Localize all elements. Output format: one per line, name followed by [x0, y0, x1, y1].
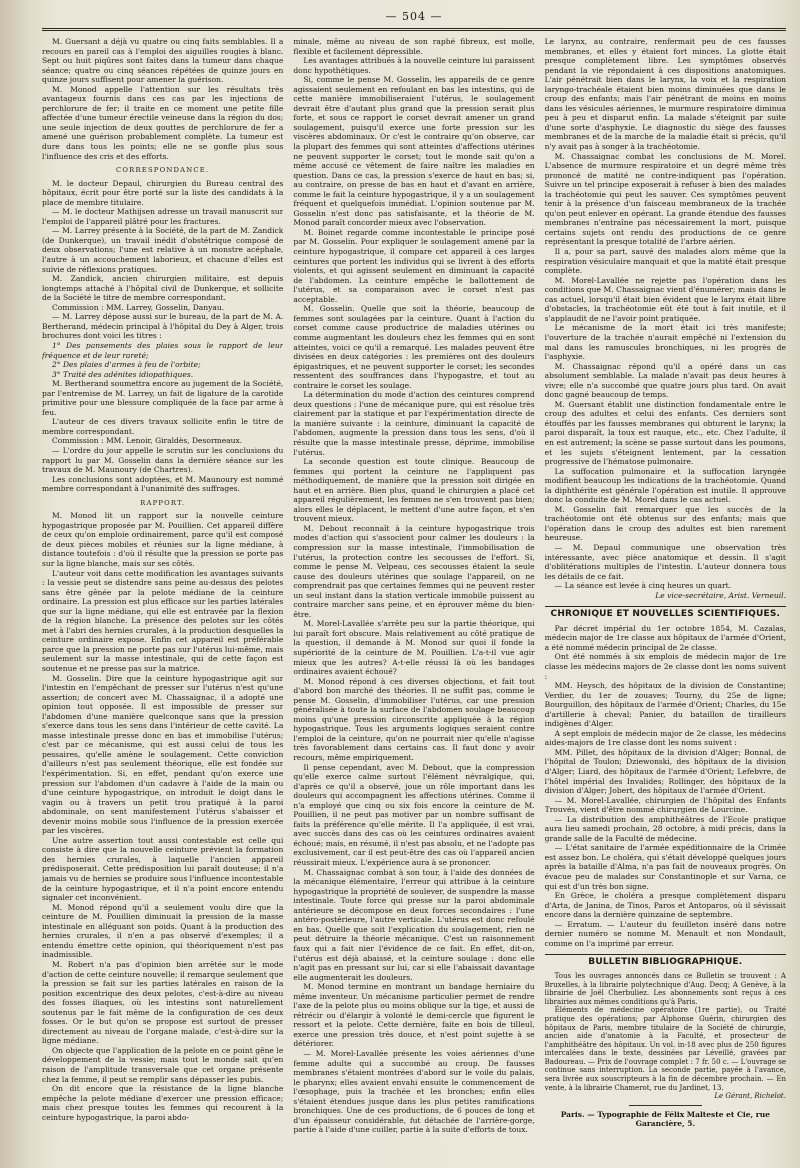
paragraph: — L'ordre du jour appelle le scrutin sur les conclusions du rapport lu par M. Gosselin dans la dernière séance sur les travaux de M. Maunoury (de Chartres). — [42, 445, 284, 475]
paragraph: M. Guersant établit une distinction fondamentale entre le croup des adultes et celui des enfants. Ces derniers sont étouffés par les fausses membranes qui obturent le larynx; la paroi disparaît, la toux est rauque, etc., etc. Chez l'adulte, il en est autrement; la scène se passe surtout dans les poumons, et les sujets s'éteignent lentement, par la cessation progressive de l'hématose pulmonaire. — [544, 399, 786, 467]
paragraph: On dit encore que la résistance de la ligne blanche empêche la pelote médiane d'exercer une pression efficace; mais chez presque toutes les femmes qui recourent à la ceinture hypogastrique, la paroi abdo- — [42, 1084, 284, 1122]
paragraph: M. Chassaignac répond qu'il a opéré dans un cas absolument semblable. La malade n'avait pas deux heures à vivre; elle n'a succombé que quatre jours plus tard. On avait donc gagné beaucoup de temps. — [544, 361, 786, 400]
biblio-entry: Éléments de médecine opératoire (1re partie), ou Traité pratique des opérations; par Alphonse Guérin, chirurgien des hôpitaux de Paris, membre titulaire de la Société de chirurgie, ancien aide d'anatomie à la Faculté, et prosecteur de l'amphithéâtre des hôpitaux. Un vol. in-18 avec plus de 250 figures intercalées dans le texte, dessinées par Léveillé, gravées par Badoureau. — Prix de l'ouvrage complet : 7 fr. 50 c. — L'ouvrage se continue sans interruption. La seconde partie, payée à l'avance, sera livrée aux souscripteurs à la fin de décembre prochain. — En vente, à la librairie Chamerot, rue du Jardinet, 13. — [544, 1006, 786, 1092]
columns — [42, 37, 786, 1159]
paragraph: M. Robert n'a pas d'opinion bien arrêtée sur le mode d'action de cette ceinture nouvelle; il remarque seulement que la pression se fait sur les parties latérales en raison de la position excentrique des deux pelotes, c'est-à-dire au niveau des fosses iliaques, où les intestins sont naturellement soutenus par le fait même de la configuration de ces deux fosses. Or le but qu'on se propose est surtout de presser directement au niveau de l'organe malade, c'est-à-dire sur la ligne médiane. — [42, 959, 284, 1046]
paragraph: — M. le docteur Mathijsen adresse un travail manuscrit sur l'emploi de l'appareil plâtré pour les fractures. — [42, 207, 284, 226]
news-item: Par décret impérial du 1er octobre 1854, M. Cazalas, médecin major de 1re classe aux hôpitaux de l'armée d'Orient, a été nommé médecin principal de 2e classe. — [544, 623, 786, 652]
paragraph: Commission : MM. Lenoir, Giraldès, Desormeaux. — [52, 436, 243, 446]
paragraph: M. Debout reconnaît à la ceinture hypogastrique trois modes d'action qui s'associent pour calmer les douleurs : la compression sur la masse intestinale, l'immobilisation de l'utérus, la protection contre les secousses de l'effort. Si, comme le pense M. Velpeau, ces secousses étaient la seule cause des douleurs utérines que soulage l'appareil, on ne comprendrait pas que certaines femmes qui ne peuvent rester un seul instant dans la station verticale immobile puissent au contraire marcher sans peine, et en éprouver même du bien-être. — [293, 523, 535, 619]
biblio-note: Tous les ouvrages annoncés dans ce Bulletin se trouvent : A Bruxelles, à la librairie polytechnique d'Aug. Decq; A Genève, à la librairie de Joël Cherbuliez. Les abonnements sont reçus à ces librairies aux mêmes conditions qu'à Paris. — [544, 971, 786, 1006]
paragraph: M. Chassaignac combat à son tour, à l'aide des données de la mécanique élémentaire, l'erreur qui attribue à la ceinture hypogastrique la propriété de soulever, de suspendre la masse intestinale. Toute force qui presse sur la paroi abdominale antérieure se décompose en deux forces secondaires : l'une antéro-postérieure, l'autre verticale. L'utérus est donc refoulé en bas. Quelle que soit l'explication du soulagement, rien ne peut détruire la théorie mécanique. C'est un raisonnement faux qui a fait nier l'évidence de ce fait. En effet, dit-on, l'utérus est déjà abaissé, et la ceinture soulage : donc elle n'agit pas en pressant sur lui, car si elle l'abaissait davantage elle augmenterait les douleurs. — [293, 867, 535, 982]
paragraph: L'auteur de ces divers travaux sollicite enfin le titre de membre correspondant. — [42, 417, 284, 436]
news-item: Ont été nommés à six emplois de médecin major de 1re classe les médecins majors de 2e classe dont les noms suivent : — [544, 652, 786, 681]
list-item: 3° Traité des adénites idiopathiques. — [52, 369, 194, 379]
news-item: MM. Pillet, des hôpitaux de la division d'Alger; Bonnal, de l'hôpital de Toulon; Dziewonski, des hôpitaux de la division d'Alger; Liard, des hôpitaux de l'armée d'Orient; Lefebvre, de l'hôtel impérial des Invalides; Rollinger, des hôpitaux de la division d'Alger; Jobert, des hôpitaux de l'armée d'Orient. — [544, 747, 786, 796]
paragraph: Le larynx, au contraire, renfermait peu de ces fausses membranes, et elles y étaient fort minces. La glotte était presque complètement libre. Les symptômes observés pendant la vie répondaient à ces dispositions anatomiques. L'air pénétrait bien dans le larynx, la voix et la respiration laryngo-trachéale étaient bien moins diminuées que dans le croup des enfants; mais l'air pénétrant de moins en moins dans les vésicules aériennes, le murmure respiratoire diminua peu à peu et disparut enfin. La malade s'éteignit par suite d'une sorte d'asphyxie. Le diagnostic du siège des fausses membranes et de la marche de la maladie était si précis, qu'il n'y avait pas à songer à la trachéotomie. — [544, 37, 786, 152]
paragraph: M. le docteur Depaul, chirurgien du Bureau central des hôpitaux, écrit pour être porté sur la liste des candidats à la place de membre titulaire. — [42, 178, 284, 207]
paragraph: Il a, pour sa part, sauvé des malades alors même que la respiration vésiculaire manquait et que la matité était presque complète. — [544, 247, 786, 276]
paragraph: M. Morel-Lavallée ne rejette pas l'opération dans les conditions que M. Chassaignac vient d'énumérer; mais dans le cas actuel, lorsqu'il était bien évident que le larynx était libre d'obstacles, la trachéotomie eût été tout à fait inutile, et il s'applaudit de ne l'avoir point pratiquée. — [544, 275, 786, 323]
paragraph: M. Monod appelle l'attention sur les résultats très avantageux fournis dans ces cas par les injections de perchlorure de fer; il traite en ce moment une petite fille affectée d'une tumeur érectile veineuse dans la région du dos; une seule injection de deux gouttes de perchlorure de fer a amené une guérison probablement complète. La tumeur est dure dans tous les points; elle ne se gonfle plus sous l'influence des cris et des efforts. — [42, 84, 284, 161]
paragraph: M. Monod lit un rapport sur la nouvelle ceinture hypogastrique proposée par M. Pouillien. Cet appareil diffère de ceux qu'on emploie ordinairement, parce qu'il est composé de deux pièces mobiles et réunies sur la ligne médiane, à distance toutefois : d'où il résulte que la pression se porte pas sur la ligne blanche, mais sur ses côtés. — [42, 511, 284, 568]
news-item: — La distribution des amphithéâtres de l'Ecole pratique aura lieu samedi prochain, 28 octobre, à midi précis, dans la grande salle de la Faculté de médecine. — [544, 814, 786, 843]
paragraph: M. Morel-Lavallée s'arrête peu sur la partie théorique, qui lui paraît fort obscure. Mais relativement au côté pratique de la question, il demande à M. Monod sur quoi il fonde la supériorité de la ceinture de M. Pouillien. L'a-t-il vue agir mieux que les autres? A-t-elle réussi là où les bandages ordinaires avaient échoué? — [293, 619, 535, 677]
news-item: A sept emplois de médecin major de 2e classe, les médecins aides-majors de 1re classe dont les noms suivent : — [544, 728, 786, 748]
paragraph: La seconde question est toute clinique. Beaucoup de femmes qui portent la ceinture ne l'appliquent pas méthodiquement, de manière que la pression soit dirigée en haut et en arrière. Bien plus, quand le chirurgien a placé cet appareil régulièrement, les femmes ne s'en trouvent pas bien; alors elles le déplacent, le mettent d'une autre façon, et s'en trouvent mieux. — [293, 457, 535, 524]
paragraph: M. Guersant a déjà vu quatre ou cinq faits semblables. Il a recours en pareil cas à l'emploi des aiguilles rougies à blanc. Sept ou huit piqûres sont faites dans la tumeur dans chaque séance; quatre ou cinq séances répétées de quinze jours en quinze jours suffisent pour amener la guérison. — [42, 37, 284, 85]
list-item: 1° Des pansements des plaies sous le rapport de leur fréquence et de leur rareté; — [42, 340, 284, 360]
page-number: — 504 — — [385, 10, 443, 23]
signature: Le vice-secrétaire, Arist. Verneuil. — [655, 590, 786, 600]
paragraph: M. Chassaignac combat les conclusions de M. Morel. L'absence de murmure respiratoire et un degré même très prononcé de matité ne contre-indiquent pas l'opération. Suivre un tel principe exposerait à refuser à bien des malades la trachéotomie qui peut les sauver. Ces symptômes peuvent tenir à la présence d'un faisceau membraneux de la trachée qu'on peut enlever en opérant. La grande étendue des fausses membranes n'entraîne pas nécessairement la mort, puisque certains sujets ont rendu des productions de ce genre représentant la presque totalité de l'arbre aérien. — [544, 151, 786, 247]
paragraph: Il pense cependant, avec M. Debout, que la compression qu'elle exerce calme surtout l'élément névralgique, qui, d'après ce qu'il a observé, joue un rôle important dans les douleurs qui accompagnent les affections utérines. Comme il n'a employé que cinq ou six fois encore la ceinture de M. Pouillien, il ne peut pas motiver par un nombre suffisant de faits la préférence qu'elle mérite. Il l'a appliquée, il est vrai, avec succès dans des cas où les ceintures ordinaires avaient échoué; mais, en résumé, il n'est pas absolu, et ne l'adopte pas exclusivement, car il est peut-être des cas où l'appareil ancien réussirait mieux. L'expérience aura à se prononcer. — [293, 762, 535, 868]
gerant-signature: Le Gérant, Richelot. — [714, 1092, 786, 1101]
news-item: — Erratum. — L'auteur du feuilleton inséré dans notre dernier numéro se nomme M. Menault et non Mondault, comme on l'a imprimé par erreur. — [544, 919, 786, 948]
paragraph: M. Monod termine en montrant un bandage herniaire du même inventeur. Un mécanisme particulier permet de rendre l'axe de la pelote plus ou moins oblique sur la tige, et aussi de rétrécir ou d'élargir à volonté le demi-cercle que figurent le ressort et la pelote. Cette dernière, faite en bois de tilleul, exerce une pression très douce, et n'est point sujette à se détériorer. — [293, 982, 535, 1049]
news-item: — M. Morel-Lavallée, chirurgien de l'hôpital des Enfants Trouvés, vient d'être nommé chirurgien de Lourcine. — [544, 795, 786, 815]
paragraph: M. Boinet regarde comme incontestable le principe posé par M. Gosselin. Pour expliquer le soulagement amené par la ceinture hypogastrique, il compare cet appareil à ces larges ceintures que portent les individus qui se livrent à des efforts violents, et qui agissent seulement en diminuant la capacité de l'abdomen. La ceinture empêche le ballottement de l'utérus, et sa comparaison avec le corset n'est pas acceptable. — [293, 227, 535, 304]
paragraph: M. Monod répond à ces diverses objections, et fait tout d'abord bon marché des théories. Il ne suffit pas, comme le pense M. Gosselin, d'immobiliser l'utérus, car une pression généralisée à toute la surface de l'abdomen soulage beaucoup moins qu'une pression circonscrite appliquée à la région hypogastrique. Tous les arguments logiques seraient contre l'emploi de la ceinture, qu'on ne pourrait nier qu'elle n'agisse très favorablement dans certains cas. Il faut donc y avoir recours, même empiriquement. — [293, 676, 535, 763]
paragraph: M. Bertherand soumettra encore au jugement de la Société, par l'entremise de M. Larrey, un fait de ligature de la carotide primitive pour une blessure compliquée de la face par arme à feu. — [42, 379, 284, 417]
news-heading: CHRONIQUE ET NOUVELLES SCIENTIFIQUES. — [545, 606, 786, 620]
paragraph: — La séance est levée à cinq heures un quart. — [554, 581, 732, 591]
column-3 — [545, 37, 786, 1159]
paragraph: Les conclusions sont adoptées, et M. Maunoury est nommé membre correspondant à l'unanimité des suffrages. — [42, 474, 284, 494]
bibliography-heading: BULLETIN BIBLIOGRAPHIQUE. — [545, 954, 786, 968]
news-item: — L'état sanitaire de l'armée expéditionnaire de la Crimée est assez bon. Le choléra, qui s'était développé quelques jours après la bataille d'Alma, n'a pas fait de nouveaux progrès. On évacue peu de malades sur Constantinople et sur Varna, ce qui est d'un très bon signe. — [544, 843, 786, 891]
section-heading-correspondance: CORRESPONDANCE. — [115, 166, 210, 175]
header-rule — [42, 28, 786, 31]
paragraph: L'auteur voit dans cette modification les avantages suivants : la vessie peut se distendre sans peine au-dessus des pelotes sans être gênée par la pelote médiane de la ceinture ordinaire. La pression est plus efficace sur les parties latérales que sur la ligne médiane, qui elle est entravée par la flexion de la région blanche. La présence des pelotes sur les côtés met à l'abri des hernies crurales, à la production desquelles la ceinture ordinaire expose. Enfin cet appareil est préférable parce que la pression ne porte pas sur l'utérus lui-même, mais seulement sur la masse intestinale, qui de cette façon est soutenue et ne presse pas sur la matrice. — [42, 568, 284, 673]
news-item: MM. Heysch, des hôpitaux de la division de Constantine; Verdier, du 1er de zouaves; Tourny, du 25e de ligne; Bourguillon, des hôpitaux de l'armée d'Orient; Charles, du 15e d'artillerie à cheval; Panier, du bataillon de tirailleurs indigènes d'Alger. — [544, 681, 786, 729]
paragraph: Les avantages attribués à la nouvelle ceinture lui paraissent donc hypothétiques. — [293, 56, 535, 75]
paragraph: Commission : MM. Larrey, Gosselin, Danyau. — [52, 302, 225, 312]
paragraph: La détermination du mode d'action des ceintures comprend deux questions : l'une de mécanique pure, qui est résolue très clairement par la statique et par l'expérimentation directe de la manière suivante : la ceinture, diminuant la capacité de l'abdomen, augmente la pression dans tous les sens, d'où il résulte que la masse intestinale presse, déprime, immobilise l'utérus. — [293, 390, 535, 457]
paragraph: — M. Larrey dépose aussi sur le bureau, de la part de M. A. Bertherand, médecin principal à l'hôpital du Dey à Alger, trois brochures dont voici les titres : — [42, 312, 284, 341]
paragraph: La suffocation pulmonaire et la suffocation laryngée modifient beaucoup les indications de la trachéotomie. Quand la diphthérite est générale l'opération est inutile. Il approuve donc la conduite de M. Morel dans le cas actuel. — [544, 466, 786, 505]
paragraph: — M. Depaul communique une observation très intéressante, avec pièce anatomique et dessin. Il s'agit d'oblitérations multiples de l'intestin. L'auteur donnera tous les détails de ce fait. — [544, 542, 786, 581]
paragraph: M. Monod répond qu'il a seulement voulu dire que la ceinture de M. Pouillien diminuait la pression de la masse intestinale en alléguant son poids. Quant à la production des hernies crurales, il n'en a pas observé d'exemples; il a entendu émettre cette opinion, qui théoriquement n'est pas inadmissible. — [42, 902, 284, 960]
paragraph: On objecte que l'application de la pelote en ce point gêne le développement de la vessie; mais tout le monde sait qu'en raison de l'amplitude transversale que cet organe présente chez la femme, il peut se remplir sans dépasser les pubis. — [42, 1045, 284, 1084]
paragraph: M. Gosselin. Dire que la ceinture hypogastrique agit sur l'intestin en l'empêchant de presser sur l'utérus n'est qu'une assertion; de concert avec M. Chassaignac, il a adopté une opinion tout opposée. Il est impossible de presser sur l'abdomen d'une manière quelconque sans que la pression s'exerce dans tous les sens dans l'intérieur de cette cavité. La masse intestinale presse donc en bas et immobilise l'utérus; c'est par ce mécanisme, qui est aussi celui de tous les pessaires, qu'elle amène le soulagement. Cette conviction d'ailleurs n'est pas seulement théorique, elle est fondée sur l'expérimentation. Si, en effet, pendant qu'on exerce une pression sur l'abdomen d'un cadavre à l'aide de la main ou d'une ceinture hypogastrique, on introduit le doigt dans le vagin ou à travers un petit trou pratiqué à la paroi abdominale, on sent manifestement l'utérus s'abaisser et devenir moins mobile sous l'influence de la pression exercée par les viscères. — [42, 673, 284, 836]
printer-footer: Paris. — Typographie de Félix Malteste et Cie, rue Garancière, 5. — [560, 1109, 770, 1129]
paragraph: Le mécanisme de la mort était ici très manifeste; l'ouverture de la trachée n'aurait empêché ni l'extension du mal dans les ramuscules bronchiques, ni les progrès de l'asphyxie. — [544, 323, 786, 362]
column-2 — [293, 37, 534, 1159]
paragraph: M. Zandick, ancien chirurgien militaire, est depuis longtemps attaché à l'hôpital civil de Dunkerque, et sollicite de la Société le titre de membre correspondant. — [42, 274, 284, 303]
paragraph: Une autre assertion tout aussi contestable est celle qui consiste à dire que la nouvelle ceinture prévient la formation des hernies crurales, à laquelle l'ancien appareil prédisposerait. Cette prédisposition lui paraît douteuse; il n'a jamais vu de hernies se produire sous l'influence incontestable de la ceinture hypogastrique, et il n'a point encore entendu signaler cet inconvénient. — [42, 835, 284, 903]
paragraph: minale, même au niveau de son raphé fibreux, est molle, flexible et facilement dépressible. — [293, 37, 535, 56]
news-item: En Grèce, le choléra a presque complètement disparu d'Arta, de Janina, de Tinos, Paros et Antoparos, où il sévissait encore dans la dernière quinzaine de septembre. — [544, 891, 786, 920]
section-heading-rapport: RAPPORT. — [140, 498, 186, 507]
footer-divider — [629, 1105, 701, 1106]
column-1 — [42, 37, 283, 1159]
paragraph: — M. Larrey présente à la Société, de la part de M. Zandick (de Dunkerque), un travail inédit d'obstétrique composé de deux observations; l'une est relative à un monstre acéphale, l'autre à un accouchement laborieux, et chacune d'elles est suivie de réflexions pratiques. — [42, 226, 284, 274]
paragraph: — M. Morel-Lavallée présente les voies aériennes d'une femme adulte qui a succombé au croup. De fausses membranes s'étaient montrées d'abord sur le voile du palais, le pharynx; elles avaient envahi ensuite le commencement de l'œsophage, puis la trachée et les bronches; enfin elles s'étaient étendues jusque dans les plus petites ramifications bronchiques. Une de ces productions, de 6 pouces de long et d'un épaisseur considérable, fut détachée de l'arrière-gorge, partie à l'aide d'une cuiller, partie à la suite d'efforts de toux. — [293, 1048, 535, 1135]
paragraph: M. Gosselin. Quelle que soit la théorie, beaucoup de femmes sont soulagées par la ceinture. Quant à l'action du corset comme cause productrice de maladies utérines ou comme augmentant les douleurs chez les femmes qui en sont atteintes, voici ce qu'il a remarqué. Les malades peuvent être divisées en deux catégories : les premières ont des douleurs épigastriques, et ne peuvent supporter le corset; les secondes ressentent des souffrances dans l'hypogastre, et tout au contraire le corset les soulage. — [293, 304, 535, 390]
paragraph: Si, comme le pense M. Gosselin, les appareils de ce genre agissaient seulement en refoulant en bas les intestins, qui de cette manière immobiliseraient l'utérus, le soulagement devrait être d'autant plus grand que la pression serait plus forte, et sous ce rapport le corset devrait amener un grand soulagement, puisqu'il exerce une forte pression sur les viscères abdominaux. Or c'est le contraire qu'on observe, car la plupart des femmes qui sont atteintes d'affections utérines ne peuvent supporter le corset; tout le monde sait qu'on a même accusé ce vêtement de faire naître les maladies en question. Dans ce cas, la pression s'exerce de haut en bas; si, au contraire, on presse de bas en haut et d'avant en arrière, comme le fait la ceinture hypogastrique, il y a un soulagement fréquent et quelquefois immédiat. L'opinion soutenue par M. Gosselin n'est donc pas satisfaisante, et la théorie de M. Monod paraît concorder mieux avec l'observation. — [293, 75, 535, 228]
paragraph: M. Gosselin fait remarquer que les succès de la trachéotomie ont été obtenus sur des enfants; mais que l'opération dans le croup des adultes est bien rarement heureuse. — [544, 504, 786, 543]
list-item: 2° Des plaies d'armes à feu de l'orbite; — [52, 360, 201, 370]
